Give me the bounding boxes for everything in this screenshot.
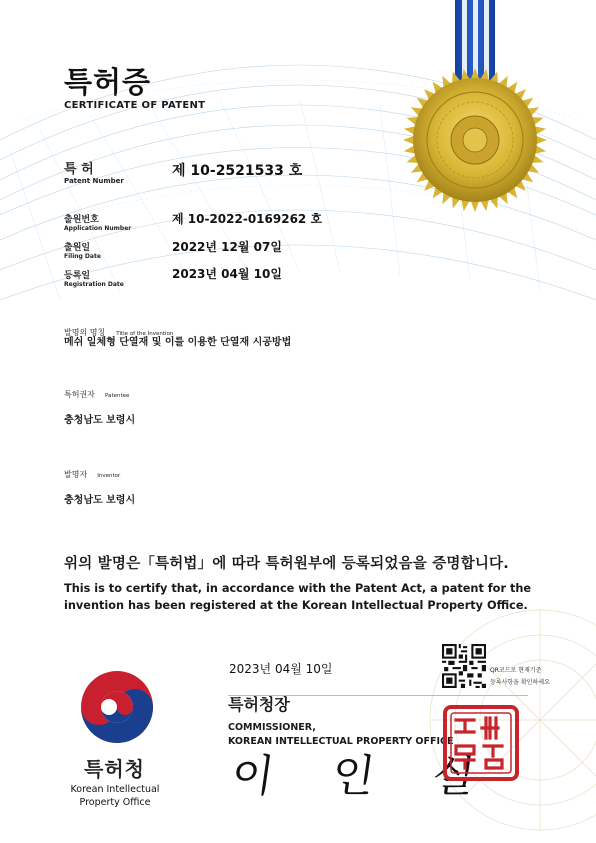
certification-statement-ko: 위의 발명은「특허법」에 따라 특허원부에 등록되었음을 증명합니다. <box>64 556 509 572</box>
patent-label-ko: 특 허 <box>64 162 94 177</box>
patentee-label <box>64 382 129 401</box>
patentee-value: 충청남도 보령시 <box>64 415 136 426</box>
issue-date: 2023년 04월 10일 <box>229 662 333 676</box>
qr-note-line2: 등록사항을 확인하세요 <box>490 679 550 686</box>
filing-label-en: Filing Date <box>64 253 101 260</box>
kipo-name-en-line2: Property Office <box>79 797 151 808</box>
invention-label-ko: 발명의 명칭 <box>64 328 106 337</box>
certificate-title-korean: 특허증 <box>64 65 152 99</box>
official-seal-stamp-icon <box>442 704 520 782</box>
patent-label-en: Patent Number <box>64 177 124 185</box>
certification-statement-en-line2: invention has been registered at the Korean Intellectual Property Office. <box>64 599 528 612</box>
application-label-en: Application Number <box>64 225 132 232</box>
commissioner-title-ko: 특허청장 <box>228 695 290 714</box>
certification-statement-en-line1: This is to certify that, in accordance with the Patent Act, a patent for the <box>64 582 532 595</box>
gold-seal-icon <box>413 78 537 202</box>
registration-date-value: 2023년 04월 10일 <box>172 267 282 281</box>
kipo-name-ko: 특허청 <box>84 757 145 781</box>
certificate-title-english: CERTIFICATE OF PATENT <box>64 100 206 111</box>
inventor-label-en: Inventor <box>97 473 121 479</box>
commissioner-signature: 이 인 실 <box>227 751 501 802</box>
filing-label-ko: 출원일 <box>64 243 91 253</box>
registration-date-label <box>64 268 124 288</box>
application-label-ko: 출원번호 <box>64 215 99 225</box>
commissioner-title-en-line1: COMMISSIONER, <box>228 722 316 733</box>
qr-code-icon[interactable] <box>442 644 486 688</box>
registration-label-ko: 등록일 <box>64 271 91 281</box>
invention-title-value: 메쉬 일체형 단열재 및 이를 이용한 단열재 시공방법 <box>64 337 292 348</box>
patent-number-label <box>64 158 124 185</box>
filing-date-value: 2022년 12월 07일 <box>172 240 282 254</box>
registration-label-en: Registration Date <box>64 281 124 288</box>
patent-number-value: 제 10-2521533 호 <box>172 163 303 179</box>
qr-note-line1: QR코드로 현재기준 <box>490 667 542 674</box>
inventor-label-ko: 발명자 <box>64 470 88 479</box>
filing-date-label <box>64 240 101 260</box>
commissioner-title-en-line2: KOREAN INTELLECTUAL PROPERTY OFFICE <box>228 736 454 747</box>
kipo-name-en-line1: Korean Intellectual <box>70 784 160 795</box>
inventor-label <box>64 462 120 481</box>
application-number-label <box>64 212 131 232</box>
invention-label-en: Title of the Invention <box>116 331 174 337</box>
kipo-logo-icon <box>78 668 156 746</box>
inventor-value: 충청남도 보령시 <box>64 495 136 506</box>
patentee-label-ko: 특허권자 <box>64 390 95 399</box>
application-number-value: 제 10-2022-0169262 호 <box>172 212 323 226</box>
patentee-label-en: Patentee <box>105 393 130 399</box>
